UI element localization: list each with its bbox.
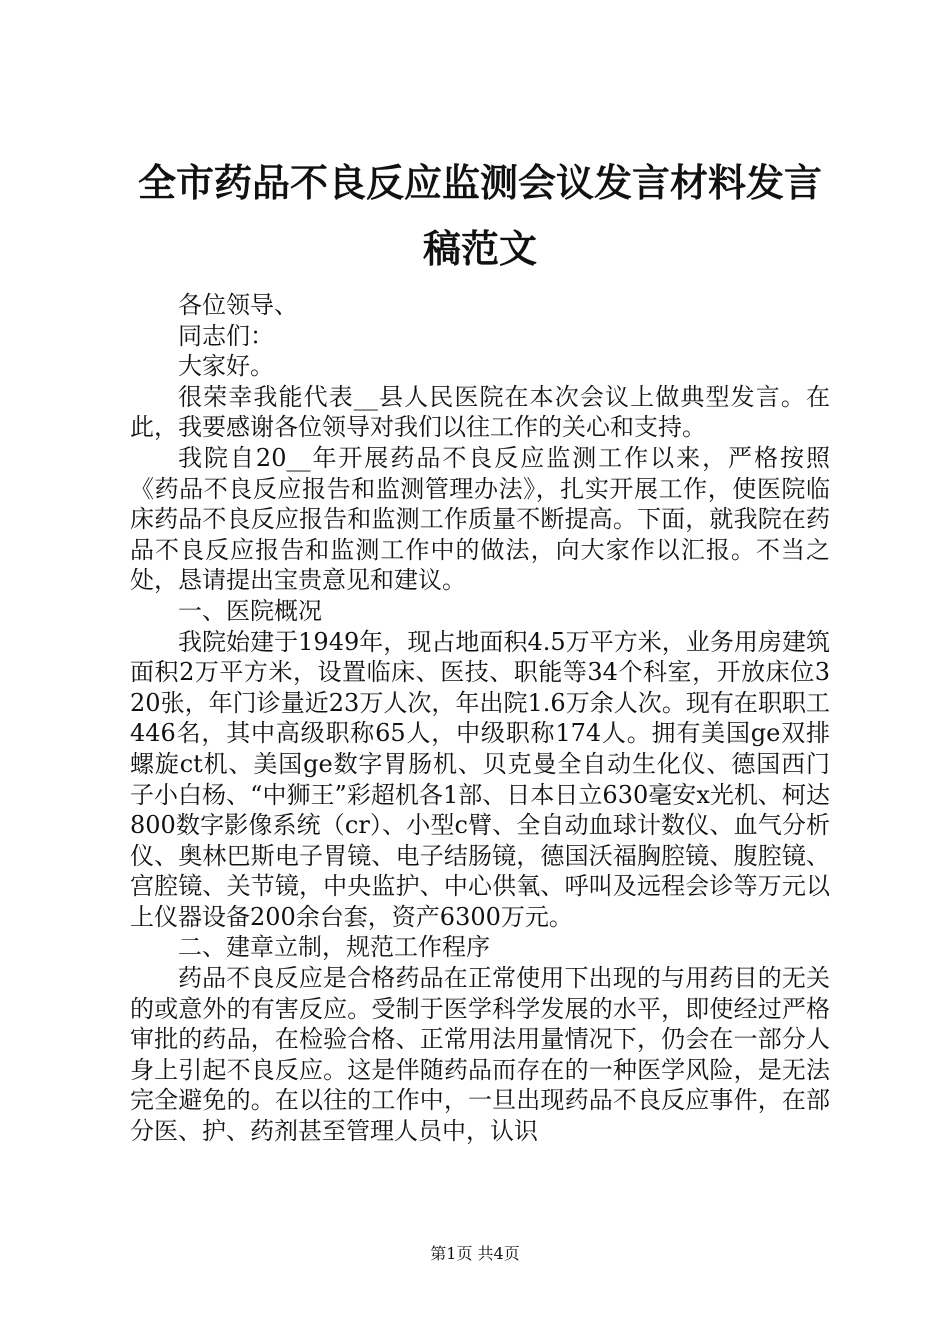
paragraph-hospital-profile: 我院始建于1949年，现占地面积4.5万平方米，业务用房建筑面积2万平方米，设置临床、医技、职能等34个科室，开放床位320张，年门诊量近23万人次，年出院1.6万余人次。现有在职职工446名，其中高级职称65人，中级职称174人。拥有美国ge双排螺旋ct机、美国ge数字胃肠机、贝克曼全自动生化仪、德国西门子小白杨、“中狮王”彩超机各1部、日本日立630毫安x光机、柯达800数字影像系统（cr）、小型c臂、全自动血球计数仪、血气分析仪、奥林巴斯电子胃镜、电子结肠镜，德国沃福胸腔镜、腹腔镜、宫腔镜、关节镜，中央监护、中心供氧、呼叫及远程会诊等万元以上仪器设备200余台套，资产6300万元。 bbox=[130, 627, 830, 931]
salutation-line-1: 各位领导、 bbox=[178, 291, 298, 319]
paragraph-intro: 很荣幸我能代表__县人民医院在本次会议上做典型发言。在此，我要感谢各位领导对我们以往工作的关心和支持。 bbox=[130, 382, 830, 442]
greeting: 大家好。 bbox=[178, 352, 274, 381]
salutation-line-2: 同志们： bbox=[178, 321, 274, 350]
section-heading-2: 二、建章立制，规范工作程序 bbox=[178, 933, 490, 962]
paragraph-adr-definition: 药品不良反应是合格药品在正常使用下出现的与用药目的无关的或意外的有害反应。受制于医学科学发展的水平，即使经过严格审批的药品，在检验合格、正常用法用量情况下，仍会在一部分人身上引起不良反应。这是伴随药品而存在的一种医学风险，是无法完全避免的。在以往的工作中，一旦出现药品不良反应事件，在部分医、护、药剂甚至管理人员中，认识 bbox=[130, 964, 830, 1146]
document-title: 全市药品不良反应监测会议发言材料发言稿范文 bbox=[137, 161, 822, 271]
page-footer: 第1页 共4页 bbox=[430, 1244, 520, 1263]
paragraph-overview: 我院自20__年开展药品不良反应监测工作以来，严格按照《药品不良反应报告和监测管理办法》，扎实开展工作，使医院临床药品不良反应报告和监测工作质量不断提高。下面，就我院在药品不良反应报告和监测工作中的做法，向大家作以汇报。不当之处，恳请提出宝贵意见和建议。 bbox=[130, 443, 830, 595]
section-heading-1: 一、医院概况 bbox=[178, 596, 322, 625]
document-body bbox=[130, 290, 830, 1147]
